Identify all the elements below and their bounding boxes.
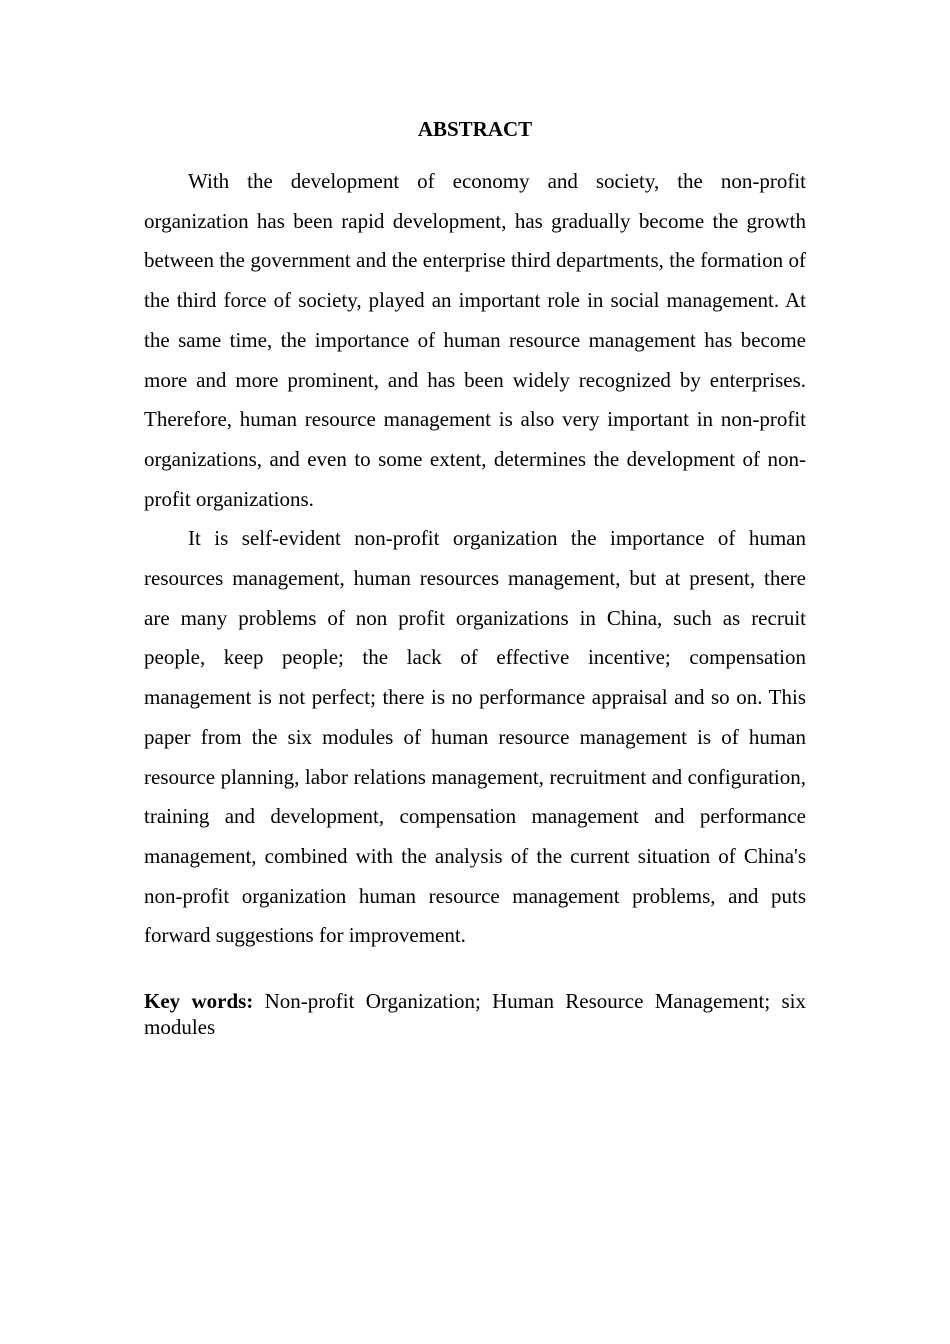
- abstract-title: ABSTRACT: [417, 117, 533, 141]
- abstract-paragraph-1: With the development of economy and society, the non-profit organization has been rapid development, has gradually become the growth between the government and the enterprise third departments, the formation of the third force of society, played an important role in social management. At the same time, the importance of human resource management has become more and more prominent, and has been widely recognized by enterprises. Therefore, human resource management is also very important in non-profit organizations, and even to some extent, determines the development of non-profit organizations.: [144, 169, 806, 511]
- abstract-paragraph-2: It is self-evident non-profit organization the importance of human resources management, human resources management, but at present, there are many problems of non profit organizations in China, such as recruit people, keep people; the lack of effective incentive; compensation management is not perfect; there is no performance appraisal and so on. This paper from the six modules of human resource management is of human resource planning, labor relations management, recruitment and configuration, training and development, compensation management and performance management, combined with the analysis of the current situation of China's non-profit organization human resource management problems, and puts forward suggestions for improvement.: [144, 526, 806, 948]
- keywords-line: [144, 988, 806, 1040]
- keywords-label: Key words:: [144, 989, 254, 1013]
- abstract-body: [144, 162, 806, 956]
- keywords-text: Non-profit Organization; Human Resource Management; six modules: [144, 989, 806, 1039]
